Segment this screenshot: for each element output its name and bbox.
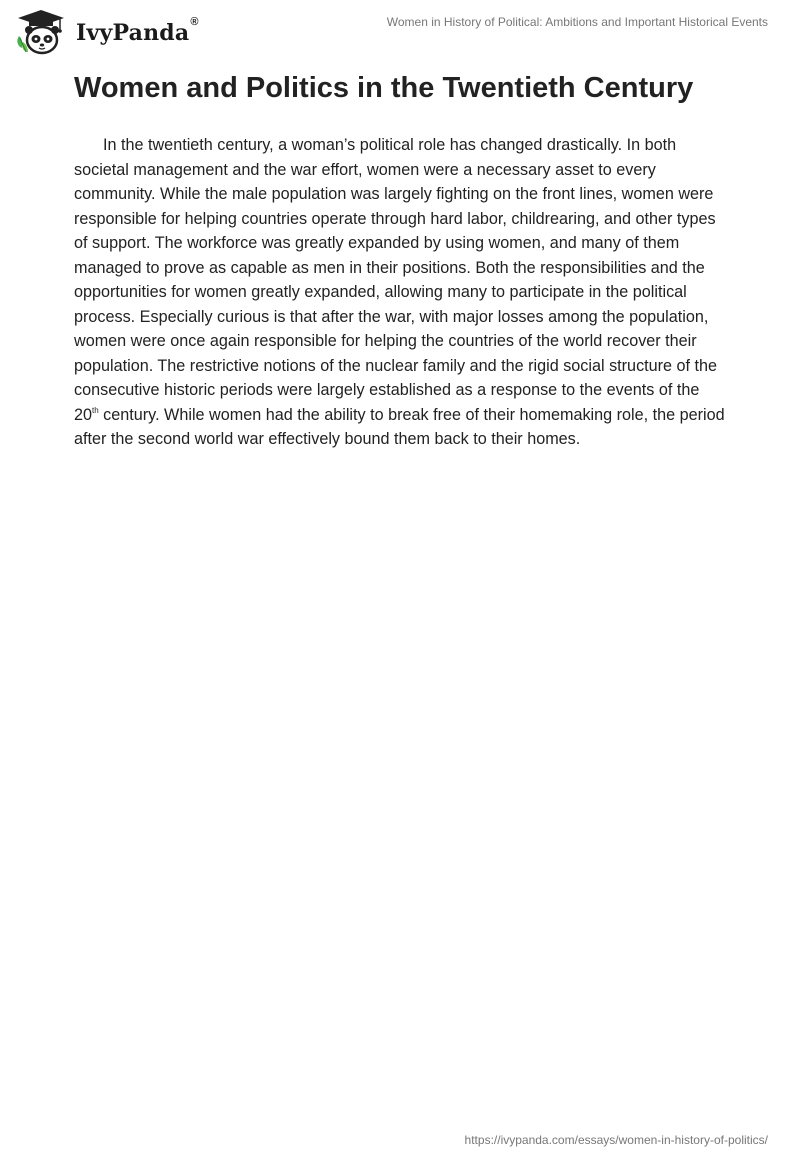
registered-mark: ® — [190, 16, 199, 28]
document-header-title: Women in History of Political: Ambitions and Important Historical Events — [386, 15, 768, 29]
ivypanda-logo[interactable] — [14, 8, 199, 56]
page-title: Women and Politics in the Twentieth Century — [74, 72, 694, 104]
ordinal-superscript: th — [92, 405, 99, 415]
footer-source-link[interactable]: https://ivypanda.com/essays/women-in-history-of-politics/ — [464, 1133, 768, 1147]
paragraph-text-part2: century. While women had the ability to break free of their homemaking role, the period after the second world war effectively bound them back to their homes. — [74, 405, 725, 448]
paragraph-text-part1: In the twentieth century, a woman’s political role has changed drastically. In both societal management and the war effort, women were a necessary asset to every community. While the male population was largely fighting on the front lines, women were responsible for helping countries operate through hard labor, childrearing, and other types of support. The workforce was greatly expanded by using women, and many of them managed to prove as capable as men in their positions. Both the responsibilities and the opportunities for women greatly expanded, allowing many to participate in the political process. Especially curious is that after the war, with major losses among the population, women were once again responsible for helping the countries of the world recover their population. The restrictive notions of the nuclear family and the rigid social structure of the consecutive historic periods were largely established as a response to the events of the 20 — [74, 136, 718, 424]
logo-wordmark — [76, 16, 199, 46]
page-header — [0, 0, 800, 60]
body-paragraph — [74, 133, 728, 452]
logo-text: IvyPanda — [76, 20, 190, 46]
panda-graduate-icon — [14, 8, 70, 56]
